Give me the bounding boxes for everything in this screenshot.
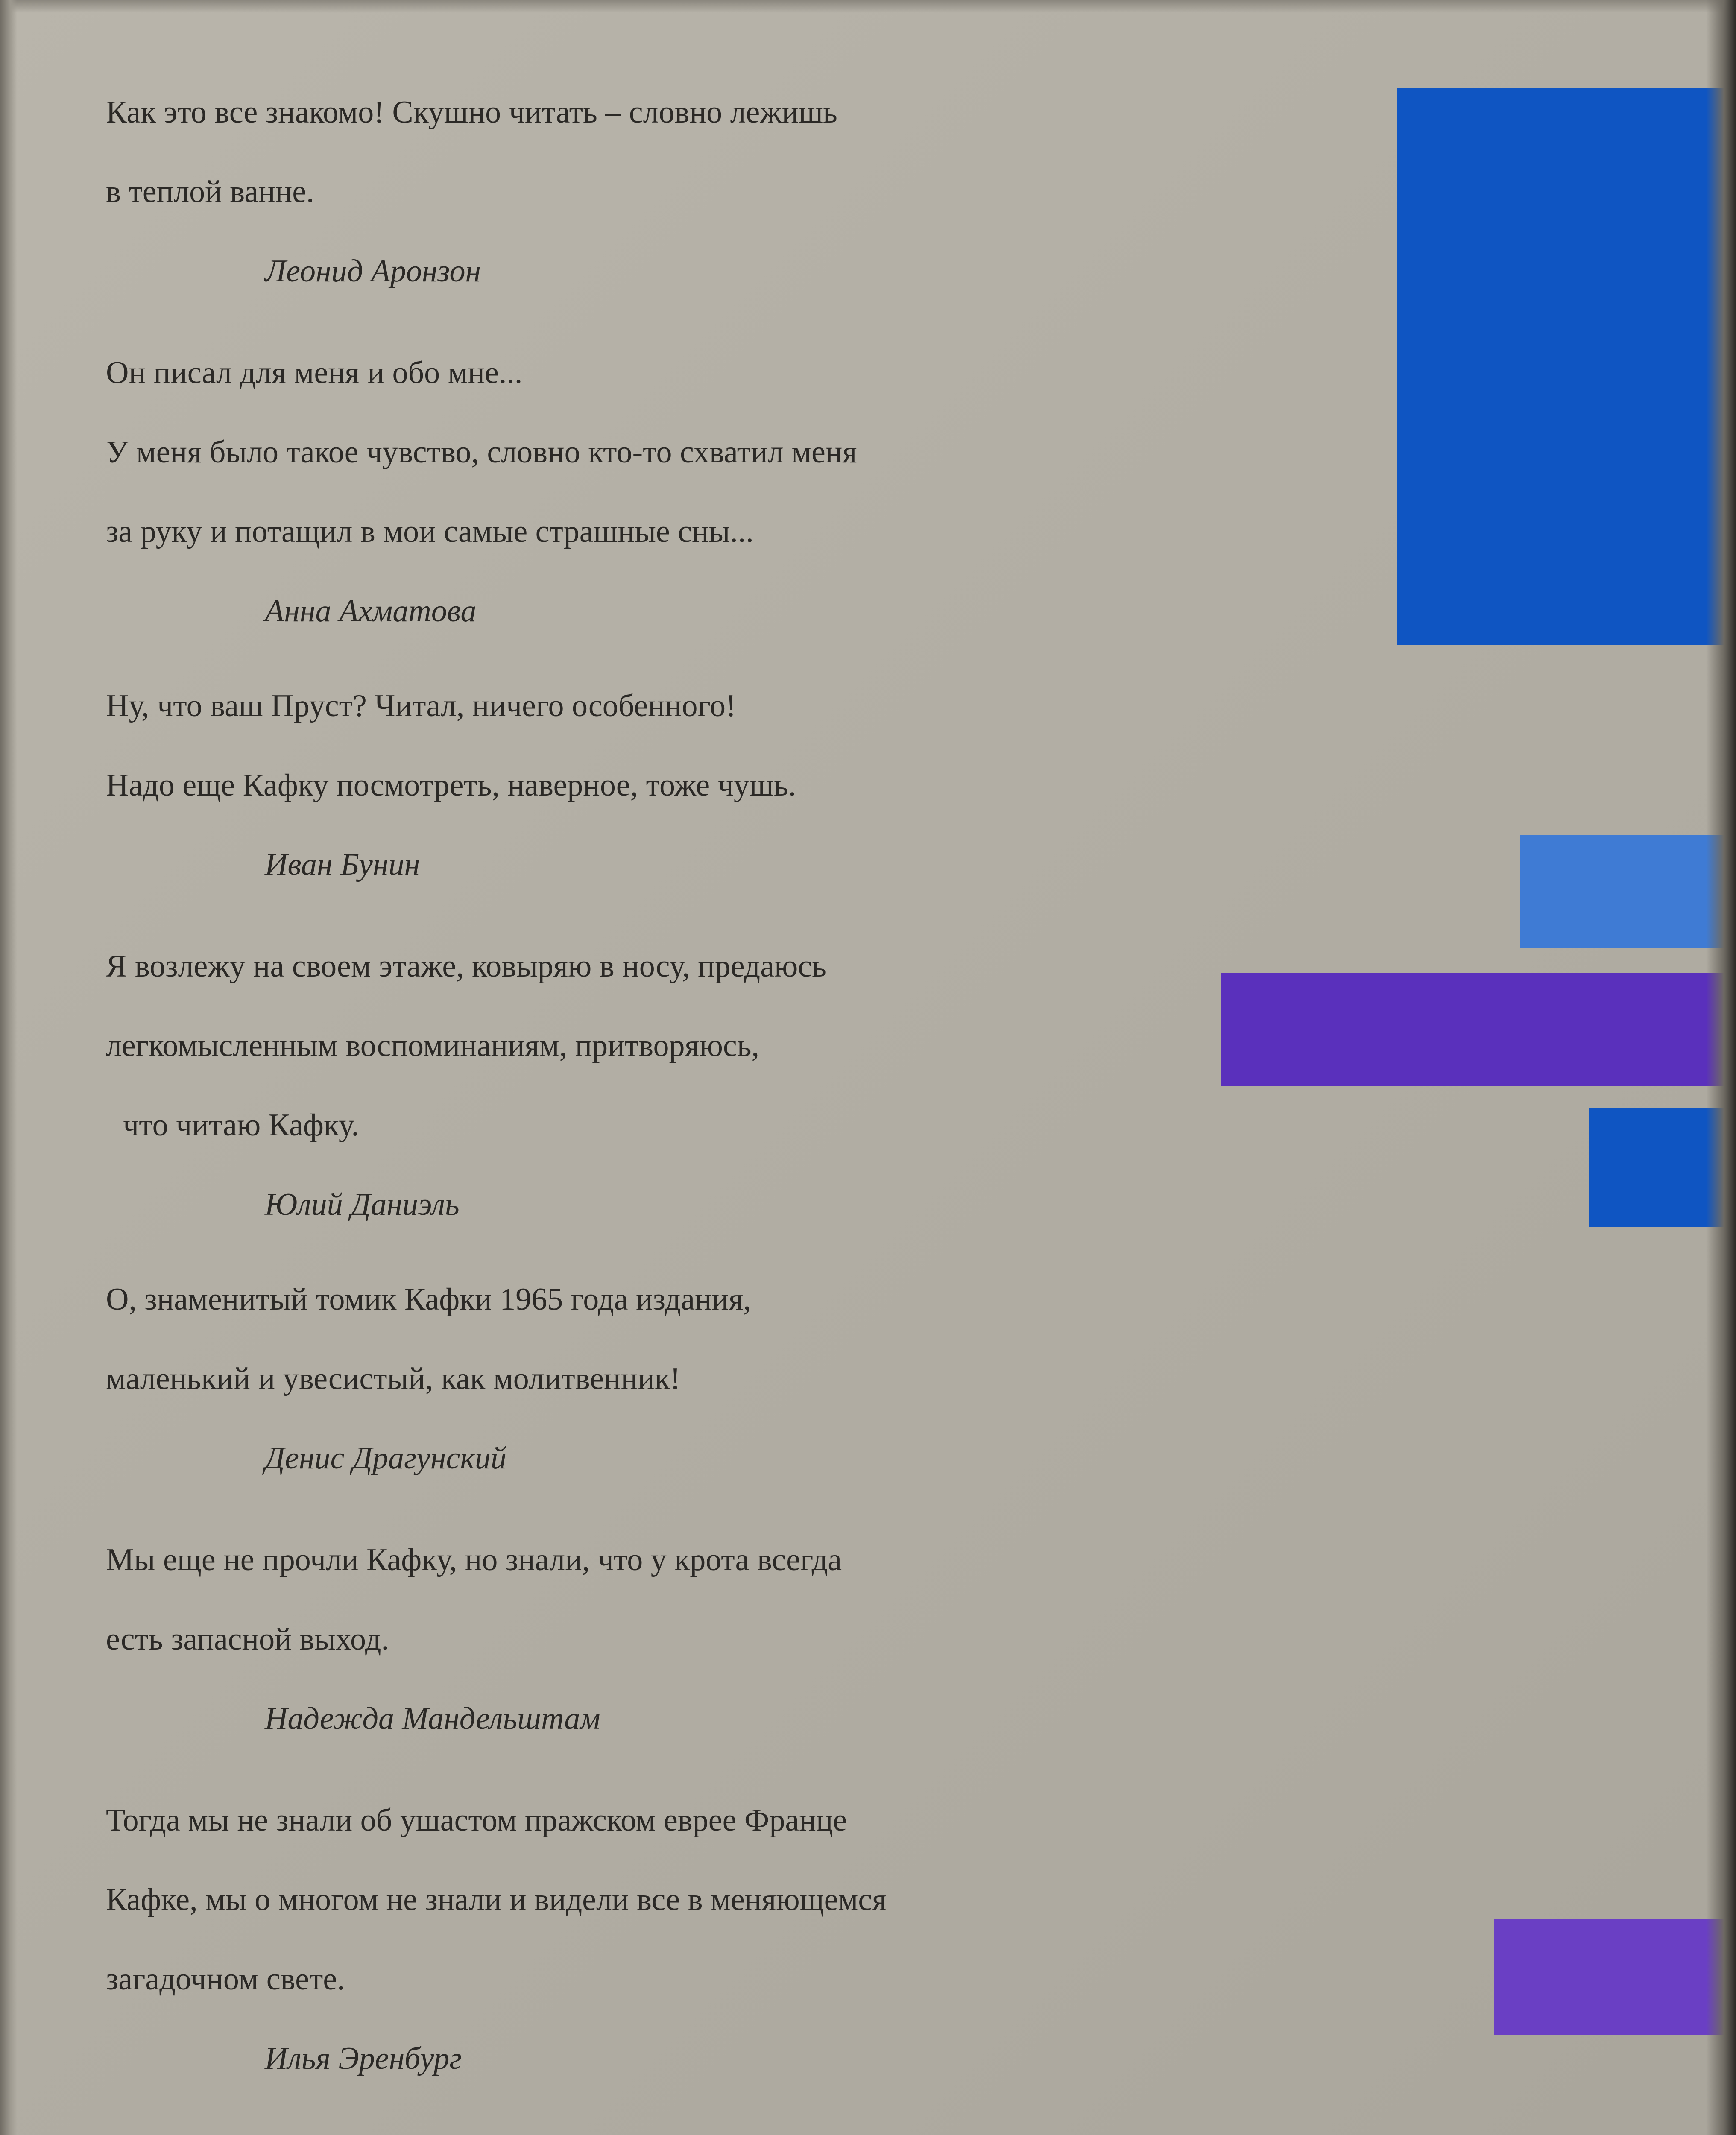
blue-block-large [1397,88,1736,645]
quote-block [106,927,1259,1244]
quote-line: Надо еще Кафку посмотреть, наверное, тоже чушь. [106,768,796,803]
quote-line: Он писал для меня и обо мне... [106,355,523,390]
purple-bar [1221,973,1736,1086]
quote-author: Денис Драгунский [265,1441,506,1476]
cover-edge-right [1706,0,1736,2135]
quote-author: Леонид Аронзон [265,254,481,289]
quote-line: Как это все знакомо! Скушно читать – словно лежишь [106,95,837,130]
cover-edge-top [0,0,1736,13]
quote-line: есть запасной выход. [106,1622,389,1657]
quote-line: Кафке, мы о многом не знали и видели все в меняющемся [106,1882,887,1917]
quote-line: О, знаменитый томик Кафки 1965 года издания, [106,1282,751,1317]
quote-author: Иван Бунин [265,847,420,882]
light-blue-bar [1520,835,1736,948]
quote-line: Ну, что ваш Пруст? Читал, ничего особенного! [106,688,736,723]
quote-block [106,1781,1259,2098]
quote-author: Илья Эренбург [265,2041,462,2076]
quote-block [106,666,1259,904]
quote-line: за руку и потащил в мои самые страшные сны... [106,514,754,549]
quote-line: что читаю Кафку. [123,1108,359,1143]
quote-line: У меня было такое чувство, словно кто-то схватил меня [106,435,857,470]
quote-author: Анна Ахматова [265,594,477,629]
quote-line: Я возлежу на своем этаже, ковыряю в носу, предаюсь [106,949,826,984]
quote-block [106,1520,1259,1758]
quote-line: Мы еще не прочли Кафку, но знали, что у крота всегда [106,1542,842,1577]
cover-edge-left [0,0,17,2135]
quote-author: Надежда Мандельштам [265,1701,600,1736]
quote-block [106,73,1259,311]
quote-line: загадочном свете. [106,1962,345,1997]
quote-block [106,1260,1259,1498]
quote-line: маленький и увесистый, как молитвенник! [106,1361,681,1396]
quote-line: в теплой ванне. [106,174,314,209]
quote-line: легкомысленным воспоминаниям, притворяюсь, [106,1028,759,1063]
quote-block [106,333,1259,651]
quote-author: Юлий Даниэль [265,1187,460,1222]
quote-line: Тогда мы не знали об ушастом пражском еврее Франце [106,1803,847,1838]
violet-bar [1494,1919,1736,2035]
